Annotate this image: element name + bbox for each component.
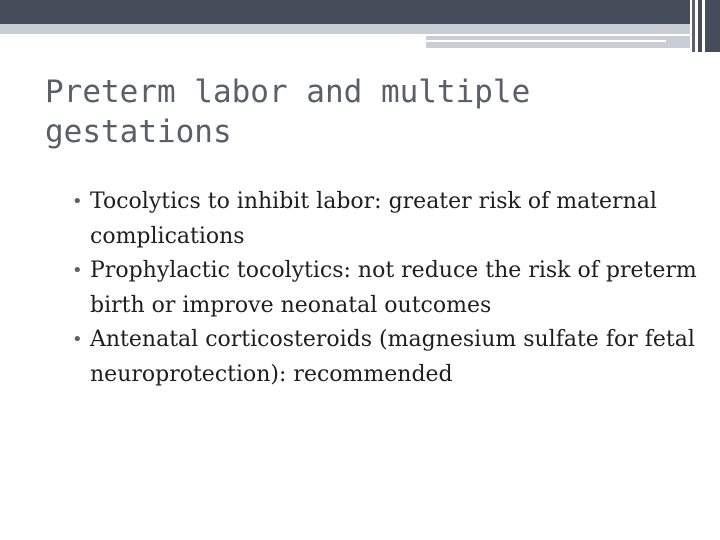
bullet-text: Tocolytics to inhibit labor: greater risk of maternal complications (90, 189, 657, 249)
bullet-text: Prophylactic tocolytics: not reduce the risk of preterm birth or improve neonatal outcomes (90, 258, 697, 318)
header-band-vertical-stripe (698, 0, 702, 52)
bullet-list (72, 185, 712, 392)
slide-title: Preterm labor and multiple gestations (45, 74, 531, 150)
bullet-icon: • (72, 329, 83, 350)
bullet-icon: • (72, 260, 83, 281)
header-band-stub-lower (426, 44, 580, 48)
bullet-item (72, 254, 712, 323)
header-band-dark (0, 0, 690, 24)
header-band-stub-divider (426, 40, 666, 42)
bullet-icon: • (72, 191, 83, 212)
bullet-text: Antenatal corticosteroids (magnesium sulfate for fetal neuroprotection): recommended (90, 327, 695, 387)
bullet-item (72, 185, 712, 254)
header-band-vertical-stripe (705, 0, 720, 52)
bullet-item (72, 323, 712, 392)
header-band-vertical-stripe (692, 0, 695, 52)
